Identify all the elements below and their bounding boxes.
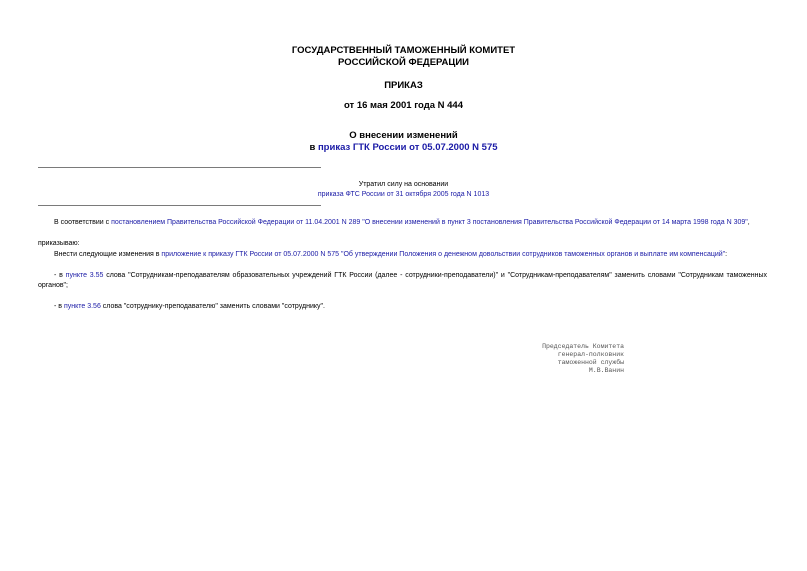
signature-line3: таможенной службы	[557, 359, 624, 366]
validity-note: Утратил силу на основании	[358, 181, 449, 188]
order-word: приказываю:	[38, 240, 80, 247]
item2-prefix: - в	[54, 303, 64, 310]
preamble-link[interactable]: постановлением Правительства Российской Федерации от 11.04.2001 N 289 "О внесении изменений в пункт 3 постановления Правительства Российской Федерации от 14 марта 1998 года N 309"	[111, 219, 748, 226]
item1-text: слова "Сотрудникам-преподавателям образовательных учреждений ГТК России (далее - сотрудники-преподаватели)" и "Сотрудникам-преподавателям" заменить словами "Сотрудникам таможенных органов";	[38, 272, 767, 289]
doc-subject-line2	[0, 142, 807, 154]
item2-link[interactable]: пункте 3.56	[63, 303, 101, 310]
intro-paragraph	[54, 250, 774, 260]
preamble-suffix: ,	[747, 219, 750, 226]
doc-type: ПРИКАЗ	[384, 80, 423, 91]
item2-text: слова "сотруднику-преподавателю" заменить словами "сотруднику".	[100, 303, 325, 310]
validity-link[interactable]: приказа ФТС России от 31 октября 2005 года N 1013	[317, 191, 490, 198]
subject-prefix: в	[309, 142, 318, 153]
divider-bottom	[38, 205, 321, 206]
doc-date: от 16 мая 2001 года N 444	[343, 100, 464, 111]
subject-link[interactable]: приказ ГТК России от 05.07.2000 N 575	[317, 142, 498, 153]
signature-line2: генерал-полковник	[557, 351, 624, 358]
list-item-1	[38, 271, 767, 291]
signature-line1: Председатель Комитета	[542, 343, 624, 350]
org-name-line1: ГОСУДАРСТВЕННЫЙ ТАМОЖЕННЫЙ КОМИТЕТ	[291, 45, 516, 56]
list-item-2	[54, 302, 767, 312]
preamble-prefix: В соответствии с	[54, 219, 112, 226]
preamble-paragraph	[54, 218, 774, 228]
divider-top	[38, 167, 321, 168]
intro-link[interactable]: приложение к приказу ГТК России от 05.07.2000 N 575 "Об утверждении Положения о денежном довольствии сотрудников таможенных органов и выплате им компенсаций"	[161, 251, 726, 258]
signature-line4: М.В.Ванин	[588, 367, 624, 374]
intro-suffix: :	[725, 251, 728, 258]
item1-link[interactable]: пункте 3.55	[65, 272, 104, 279]
org-name-line2: РОССИЙСКОЙ ФЕДЕРАЦИИ	[337, 57, 469, 68]
doc-subject-line1: О внесении изменений	[349, 130, 458, 141]
item1-prefix: - в	[54, 272, 66, 279]
intro-prefix: Внести следующие изменения в	[54, 251, 162, 258]
